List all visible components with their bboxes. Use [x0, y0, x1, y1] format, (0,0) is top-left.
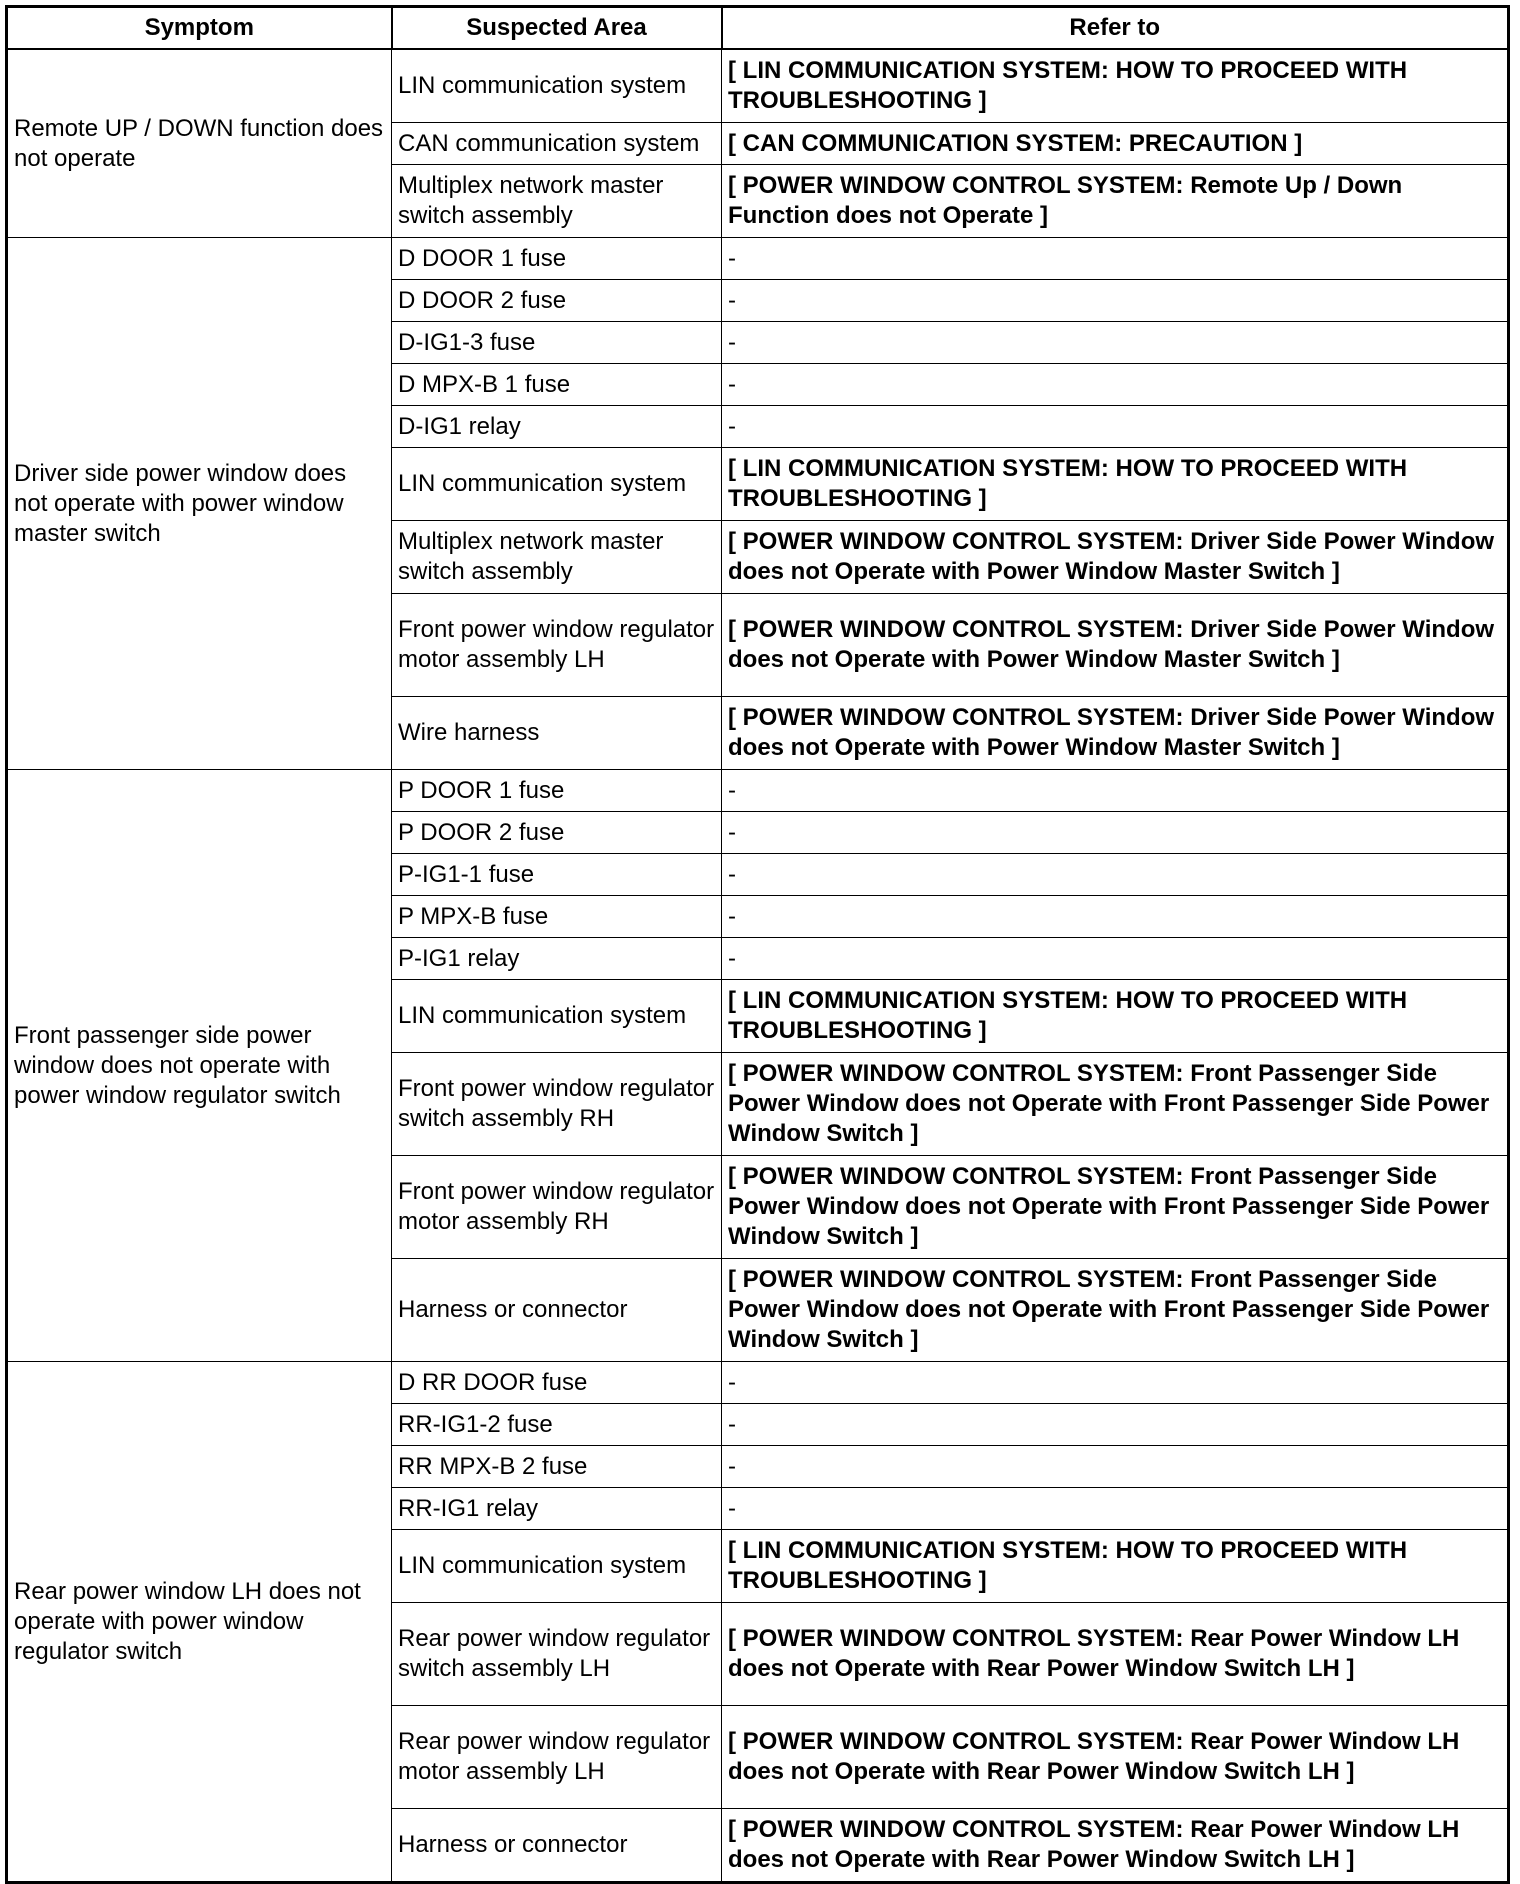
suspected-area-cell: P-IG1-1 fuse	[392, 854, 722, 896]
refer-link[interactable]: [ POWER WINDOW CONTROL SYSTEM: Rear Power Window LH does not Operate with Rear Power Window Switch LH ]	[722, 1809, 1509, 1883]
suspected-area-cell: RR MPX-B 2 fuse	[392, 1446, 722, 1488]
symptom-cell: Driver side power window does not operate with power window master switch	[7, 238, 392, 770]
refer-cell: -	[722, 280, 1509, 322]
table-row	[7, 770, 1509, 812]
header-suspected-area: Suspected Area	[392, 7, 722, 50]
suspected-area-cell: P DOOR 1 fuse	[392, 770, 722, 812]
suspected-area-cell: LIN communication system	[392, 49, 722, 123]
suspected-area-cell: RR-IG1-2 fuse	[392, 1404, 722, 1446]
refer-link[interactable]: [ POWER WINDOW CONTROL SYSTEM: Driver Side Power Window does not Operate with Power Window Master Switch ]	[722, 521, 1509, 594]
refer-link[interactable]: [ POWER WINDOW CONTROL SYSTEM: Front Passenger Side Power Window does not Operate with Front Passenger Side Power Window Switch ]	[722, 1156, 1509, 1259]
table-row	[7, 238, 1509, 280]
suspected-area-cell: CAN communication system	[392, 123, 722, 165]
refer-cell: -	[722, 770, 1509, 812]
suspected-area-cell: P MPX-B fuse	[392, 896, 722, 938]
table-row	[7, 1362, 1509, 1404]
refer-link[interactable]: [ LIN COMMUNICATION SYSTEM: HOW TO PROCEED WITH TROUBLESHOOTING ]	[722, 448, 1509, 521]
suspected-area-cell: Harness or connector	[392, 1259, 722, 1362]
refer-link[interactable]: [ LIN COMMUNICATION SYSTEM: HOW TO PROCEED WITH TROUBLESHOOTING ]	[722, 980, 1509, 1053]
suspected-area-cell: Multiplex network master switch assembly	[392, 165, 722, 238]
refer-link[interactable]: [ POWER WINDOW CONTROL SYSTEM: Rear Power Window LH does not Operate with Rear Power Window Switch LH ]	[722, 1706, 1509, 1809]
suspected-area-cell: P-IG1 relay	[392, 938, 722, 980]
troubleshooting-table-sheet	[5, 5, 1510, 1884]
refer-link[interactable]: [ POWER WINDOW CONTROL SYSTEM: Driver Side Power Window does not Operate with Power Window Master Switch ]	[722, 697, 1509, 770]
table-row	[7, 49, 1509, 123]
suspected-area-cell: D-IG1-3 fuse	[392, 322, 722, 364]
suspected-area-cell: LIN communication system	[392, 980, 722, 1053]
symptom-cell: Rear power window LH does not operate with power window regulator switch	[7, 1362, 392, 1883]
refer-cell: -	[722, 406, 1509, 448]
suspected-area-cell: LIN communication system	[392, 1530, 722, 1603]
refer-link[interactable]: [ POWER WINDOW CONTROL SYSTEM: Rear Power Window LH does not Operate with Rear Power Window Switch LH ]	[722, 1603, 1509, 1706]
refer-link[interactable]: [ CAN COMMUNICATION SYSTEM: PRECAUTION ]	[722, 123, 1509, 165]
suspected-area-cell: D DOOR 2 fuse	[392, 280, 722, 322]
suspected-area-cell: RR-IG1 relay	[392, 1488, 722, 1530]
refer-cell: -	[722, 1362, 1509, 1404]
suspected-area-cell: Front power window regulator motor assembly LH	[392, 594, 722, 697]
symptom-cell: Remote UP / DOWN function does not operate	[7, 49, 392, 238]
suspected-area-cell: Front power window regulator switch assembly RH	[392, 1053, 722, 1156]
refer-cell: -	[722, 938, 1509, 980]
suspected-area-cell: Rear power window regulator switch assembly LH	[392, 1603, 722, 1706]
suspected-area-cell: Harness or connector	[392, 1809, 722, 1883]
refer-cell: -	[722, 364, 1509, 406]
problem-symptoms-table	[5, 5, 1510, 1884]
refer-cell: -	[722, 322, 1509, 364]
refer-cell: -	[722, 854, 1509, 896]
suspected-area-cell: Multiplex network master switch assembly	[392, 521, 722, 594]
refer-cell: -	[722, 238, 1509, 280]
refer-link[interactable]: [ POWER WINDOW CONTROL SYSTEM: Front Passenger Side Power Window does not Operate with Front Passenger Side Power Window Switch ]	[722, 1053, 1509, 1156]
refer-link[interactable]: [ POWER WINDOW CONTROL SYSTEM: Front Passenger Side Power Window does not Operate with Front Passenger Side Power Window Switch ]	[722, 1259, 1509, 1362]
refer-link[interactable]: [ POWER WINDOW CONTROL SYSTEM: Remote Up / Down Function does not Operate ]	[722, 165, 1509, 238]
refer-cell: -	[722, 896, 1509, 938]
suspected-area-cell: Front power window regulator motor assembly RH	[392, 1156, 722, 1259]
refer-cell: -	[722, 1488, 1509, 1530]
refer-link[interactable]: [ POWER WINDOW CONTROL SYSTEM: Driver Side Power Window does not Operate with Power Window Master Switch ]	[722, 594, 1509, 697]
refer-cell: -	[722, 1404, 1509, 1446]
suspected-area-cell: LIN communication system	[392, 448, 722, 521]
suspected-area-cell: D RR DOOR fuse	[392, 1362, 722, 1404]
refer-cell: -	[722, 1446, 1509, 1488]
refer-link[interactable]: [ LIN COMMUNICATION SYSTEM: HOW TO PROCEED WITH TROUBLESHOOTING ]	[722, 1530, 1509, 1603]
table-header-row	[7, 7, 1509, 50]
suspected-area-cell: D-IG1 relay	[392, 406, 722, 448]
symptom-cell: Front passenger side power window does not operate with power window regulator switch	[7, 770, 392, 1362]
suspected-area-cell: Wire harness	[392, 697, 722, 770]
refer-link[interactable]: [ LIN COMMUNICATION SYSTEM: HOW TO PROCEED WITH TROUBLESHOOTING ]	[722, 49, 1509, 123]
refer-cell: -	[722, 812, 1509, 854]
suspected-area-cell: D DOOR 1 fuse	[392, 238, 722, 280]
suspected-area-cell: D MPX-B 1 fuse	[392, 364, 722, 406]
header-refer-to: Refer to	[722, 7, 1509, 50]
suspected-area-cell: P DOOR 2 fuse	[392, 812, 722, 854]
header-symptom: Symptom	[7, 7, 392, 50]
suspected-area-cell: Rear power window regulator motor assembly LH	[392, 1706, 722, 1809]
